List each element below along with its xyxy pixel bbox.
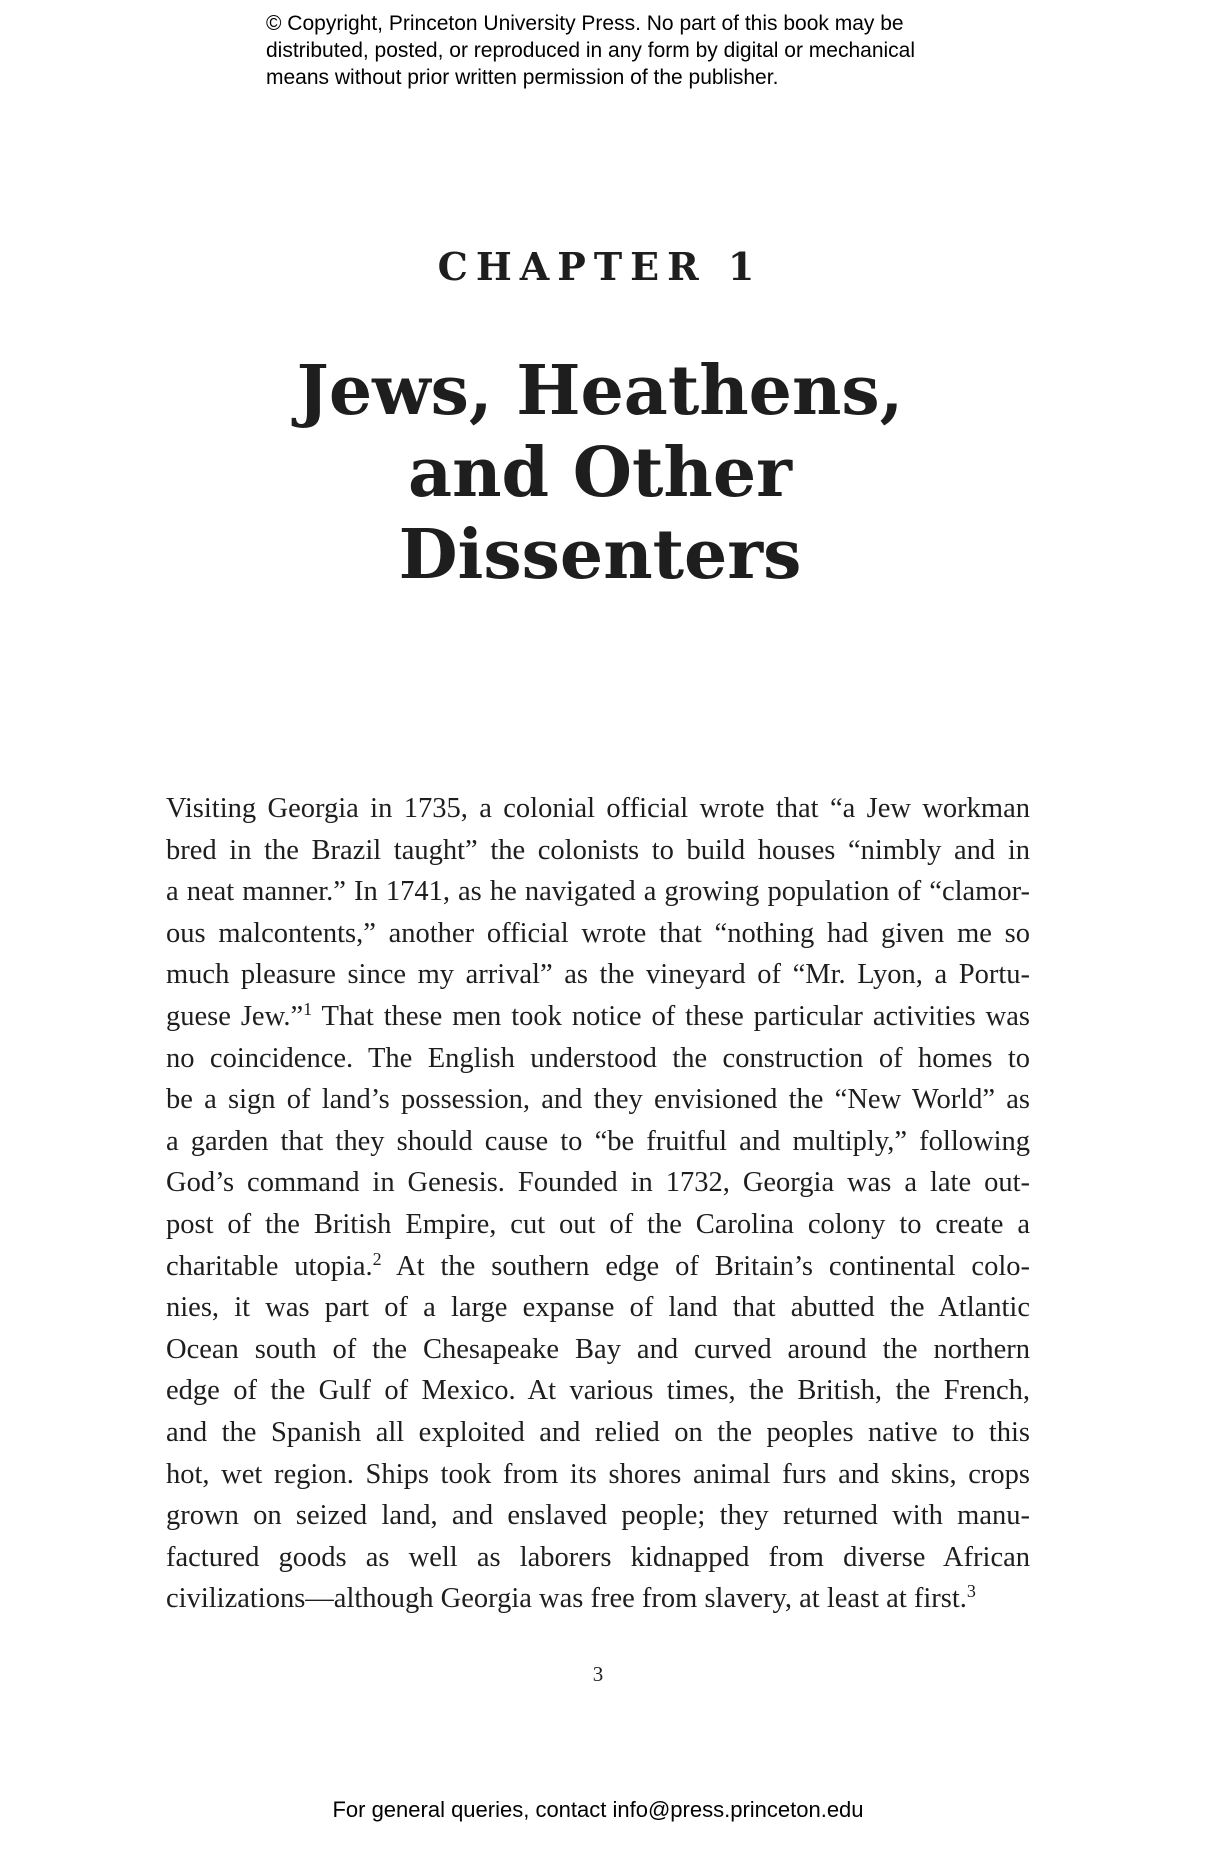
- line-text: grown on seized land, and enslaved people; they returned with manu-: [166, 1500, 1030, 1532]
- paragraph-line: [166, 1162, 1030, 1204]
- paragraph-line: [166, 1246, 1030, 1288]
- paragraph-line: [166, 788, 1030, 830]
- paragraph-line: [166, 1329, 1030, 1371]
- line-text: hot, wet region. Ships took from its shores animal furs and skins, crops: [166, 1458, 1030, 1490]
- line-text: That these men took notice of these particular activities was: [312, 1000, 1030, 1032]
- paragraph-line: [166, 1079, 1030, 1121]
- copyright-line: © Copyright, Princeton University Press. No part of this book may be: [266, 12, 904, 35]
- paragraph-line: [166, 1038, 1030, 1080]
- line-text: much pleasure since my arrival” as the vineyard of “Mr. Lyon, a Portu-: [166, 959, 1030, 991]
- footer-contact: For general queries, contact info@press.princeton.edu: [332, 1797, 864, 1822]
- paragraph-line: [166, 1287, 1030, 1329]
- paragraph-line: [166, 1204, 1030, 1246]
- page-number: 3: [592, 1662, 604, 1686]
- line-text: charitable utopia.: [166, 1250, 373, 1282]
- paragraph-line: [166, 871, 1030, 913]
- line-text: ous malcontents,” another official wrote that “nothing had given me so: [166, 917, 1030, 949]
- line-text: nies, it was part of a large expanse of land that abutted the Atlantic: [166, 1292, 1030, 1324]
- line-text: and the Spanish all exploited and relied on the peoples native to this: [166, 1416, 1030, 1448]
- paragraph-line: [166, 1537, 1030, 1579]
- copyright-line: means without prior written permission of the publisher.: [266, 66, 779, 89]
- line-text: At the southern edge of Britain’s continental colo-: [381, 1250, 1030, 1282]
- line-text: bred in the Brazil taught” the colonists to build houses “nimbly and in: [166, 834, 1030, 866]
- line-text: guese Jew.”: [166, 1000, 304, 1032]
- paragraph-line: [166, 954, 1030, 996]
- copyright-notice: [266, 10, 1026, 91]
- line-text: factured goods as well as laborers kidnapped from diverse African: [166, 1541, 1030, 1573]
- paragraph-line: [166, 1121, 1030, 1163]
- paragraph-line: [166, 913, 1030, 955]
- chapter-title-line: and Other: [408, 433, 792, 513]
- line-text: Ocean south of the Chesapeake Bay and curved around the northern: [166, 1333, 1030, 1365]
- line-text: civilizations—although Georgia was free from slavery, at least at first.: [166, 1583, 967, 1615]
- line-text: no coincidence. The English understood the construction of homes to: [166, 1042, 1030, 1074]
- line-text: God’s command in Genesis. Founded in 1732, Georgia was a late out-: [166, 1167, 1030, 1199]
- line-text: a neat manner.” In 1741, as he navigated a growing population of “clamor-: [166, 876, 1030, 908]
- line-text: be a sign of land’s possession, and they envisioned the “New World” as: [166, 1084, 1030, 1116]
- copyright-line: distributed, posted, or reproduced in any form by digital or mechanical: [266, 39, 916, 62]
- line-text: Visiting Georgia in 1735, a colonial official wrote that “a Jew workman: [166, 793, 1030, 824]
- paragraph-line: [166, 1412, 1030, 1454]
- footnote-marker[interactable]: 2: [372, 1248, 382, 1269]
- line-text: edge of the Gulf of Mexico. At various times, the British, the French,: [166, 1375, 1030, 1407]
- paragraph-line: [166, 830, 1030, 872]
- chapter-title: [0, 350, 1200, 596]
- line-text: post of the British Empire, cut out of the Carolina colony to create a: [166, 1208, 1030, 1240]
- chapter-title-line: Jews, Heathens,: [296, 351, 904, 431]
- footnote-marker[interactable]: 3: [966, 1581, 976, 1602]
- body-paragraph: [166, 788, 1030, 1620]
- chapter-title-line: Dissenters: [398, 515, 802, 595]
- paragraph-line: [166, 1578, 1030, 1620]
- line-text: a garden that they should cause to “be fruitful and multiply,” following: [166, 1125, 1030, 1157]
- paragraph-line: [166, 1495, 1030, 1537]
- chapter-label: CHAPTER 1: [437, 244, 763, 289]
- paragraph-line: [166, 996, 1030, 1038]
- paragraph-line: [166, 1454, 1030, 1496]
- paragraph-line: [166, 1370, 1030, 1412]
- footnote-marker[interactable]: 1: [303, 998, 313, 1019]
